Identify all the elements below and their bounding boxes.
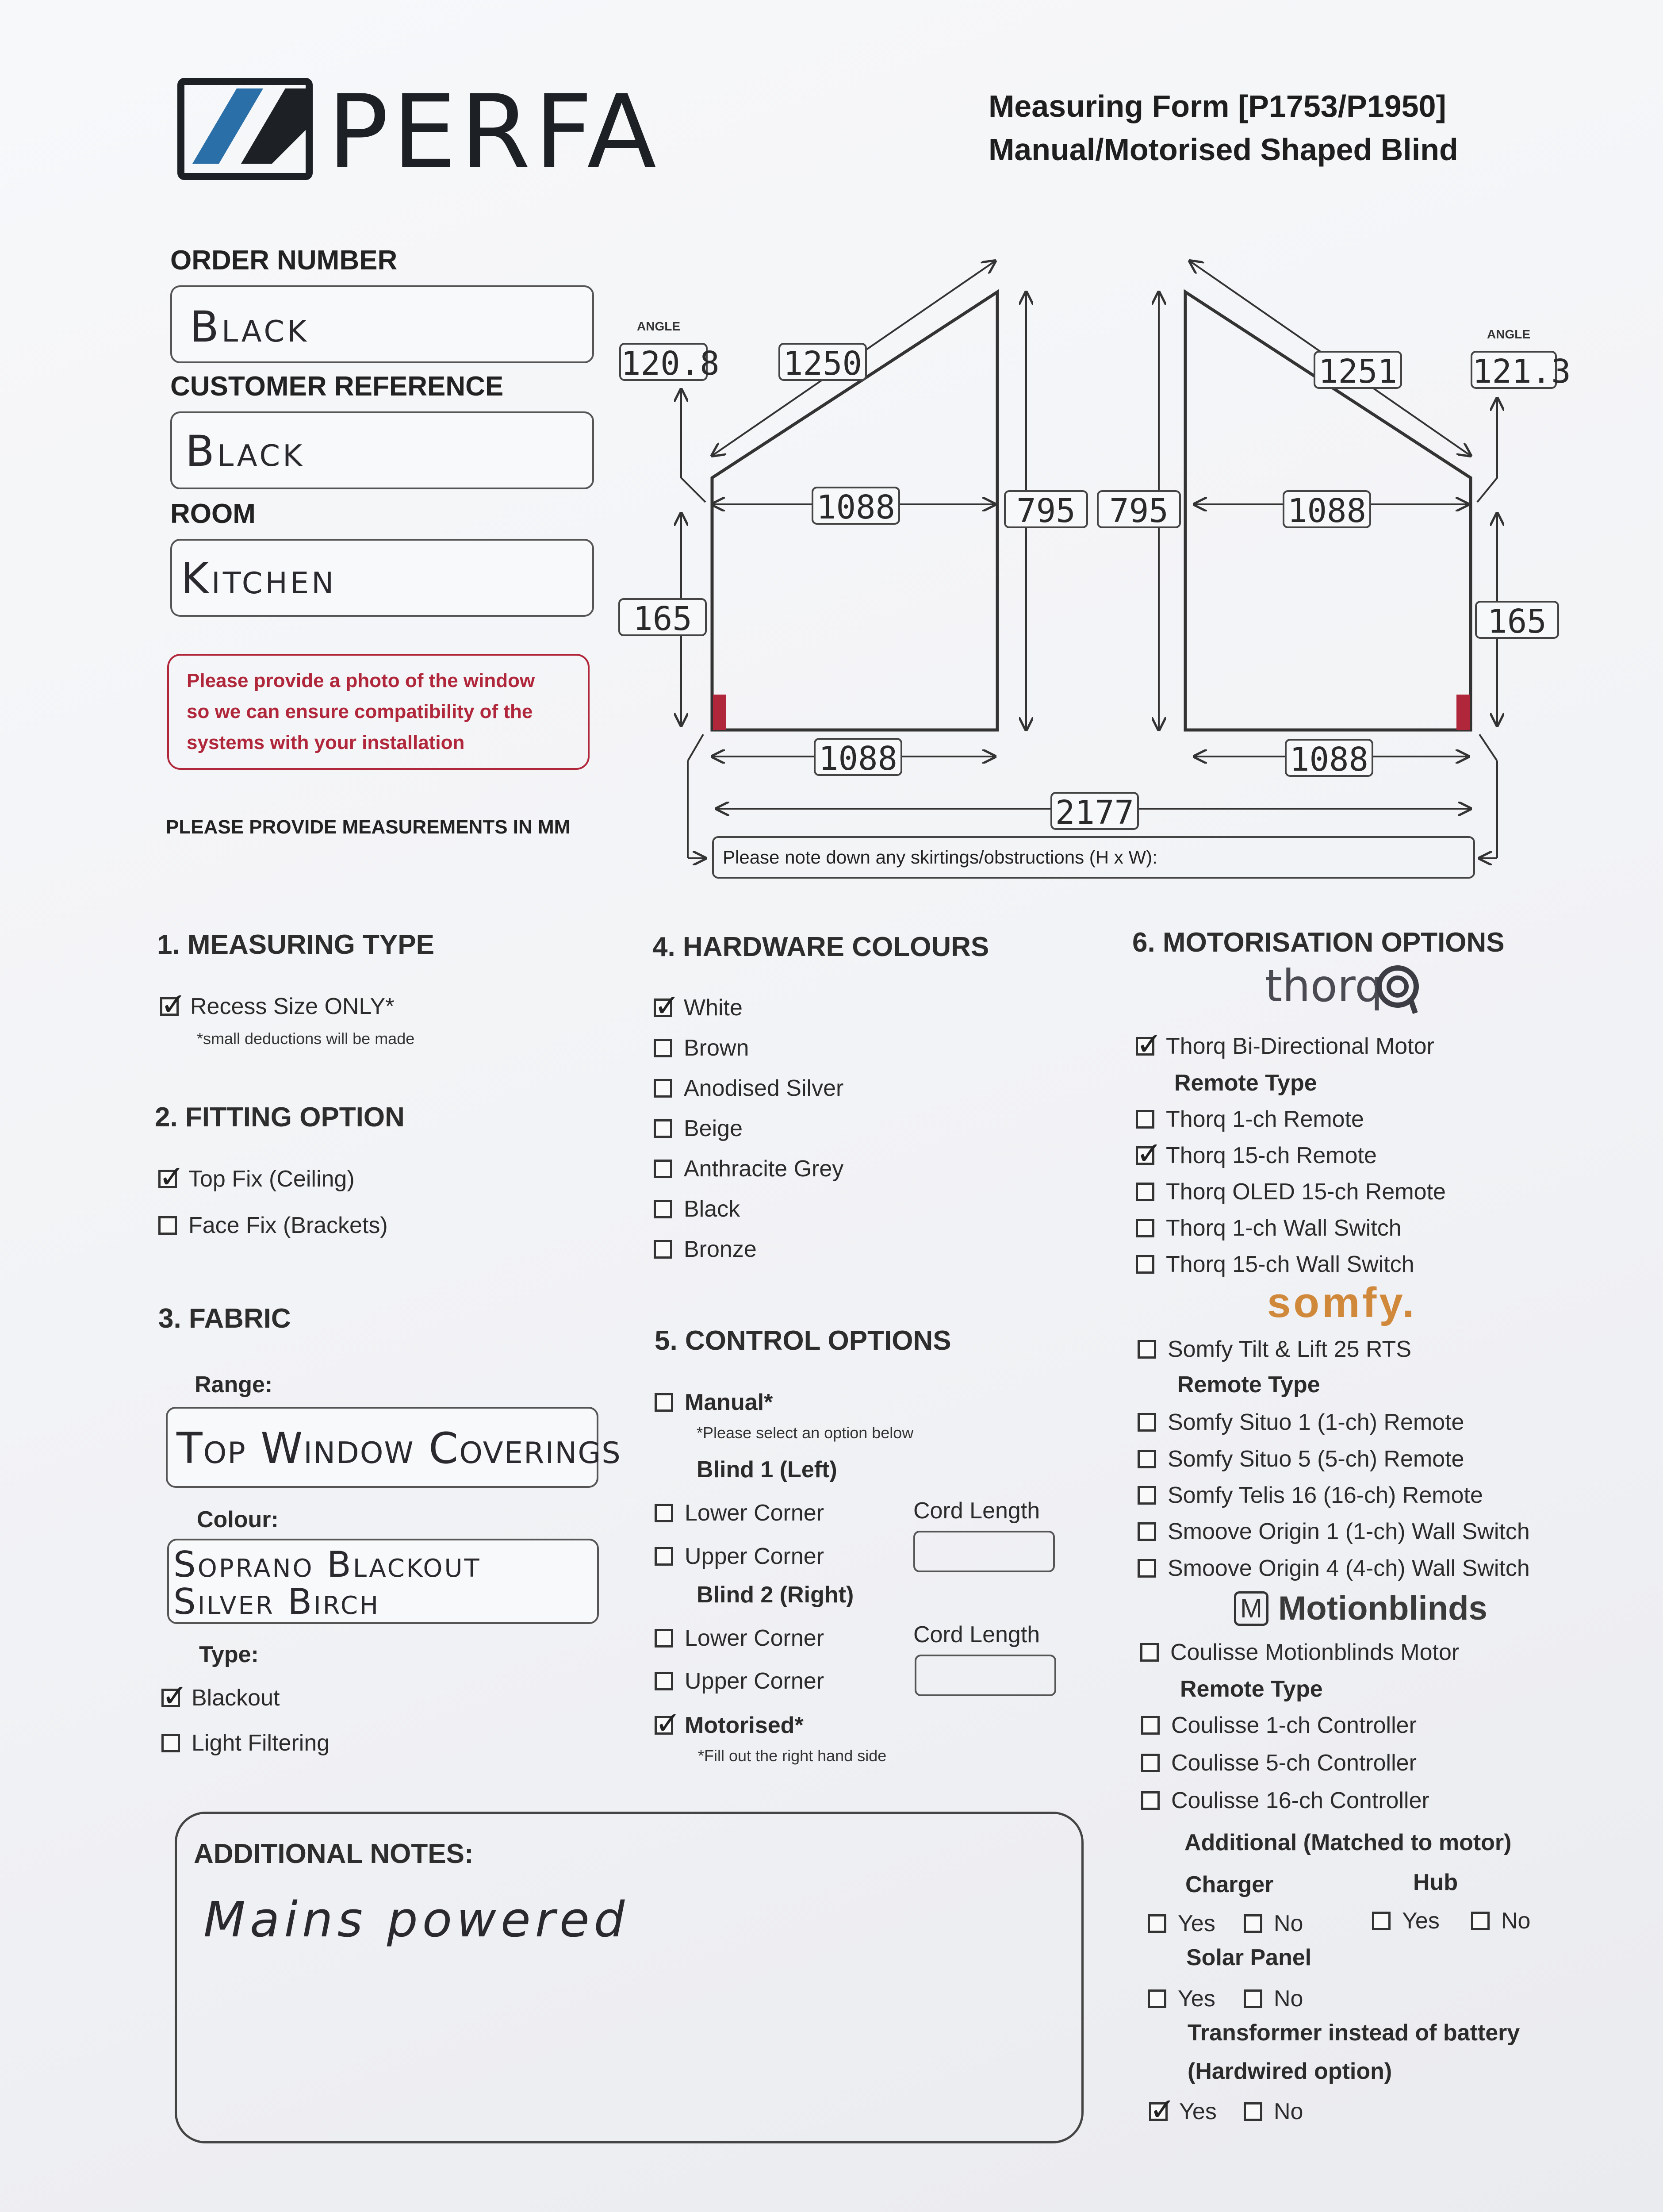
right-height-value: 795 (1097, 490, 1181, 528)
right-side-height-value: 165 (1475, 601, 1559, 639)
hub-yes-option[interactable] (1372, 1908, 1440, 1934)
hub-label: Hub (1413, 1870, 1458, 1895)
motorised-note: *Fill out the right hand side (698, 1747, 887, 1765)
blind-1-upper-corner[interactable] (655, 1543, 824, 1570)
somfy-motor-option[interactable] (1138, 1336, 1411, 1363)
fabric-type-light-filtering[interactable] (161, 1730, 330, 1756)
range-label: Range: (195, 1372, 273, 1398)
face-fix-label: Face Fix (Brackets) (188, 1213, 388, 1238)
blackout-label: Blackout (192, 1685, 280, 1711)
hardware-option-bronze[interactable] (654, 1236, 757, 1263)
thorq-wall-switch-15ch-checkbox[interactable] (1136, 1255, 1154, 1274)
blind-2-lower-corner[interactable] (655, 1625, 824, 1651)
coulisse-motor-option[interactable] (1140, 1639, 1459, 1666)
right-diagonal-value: 1251 (1314, 351, 1402, 389)
left-corner-marker (713, 695, 726, 730)
right-top-width-value: 1088 (1283, 490, 1371, 528)
form-subtitle: Manual/Motorised Shaped Blind (989, 132, 1458, 167)
hardware-option-beige[interactable] (654, 1115, 743, 1142)
left-side-height-value: 165 (618, 598, 707, 636)
additional-matched-label: Additional (Matched to motor) (1184, 1830, 1512, 1855)
manual-option[interactable] (655, 1389, 773, 1416)
motorised-option[interactable] (655, 1712, 804, 1739)
right-angle-caption: ANGLE (1487, 327, 1530, 341)
somfy-situo-1[interactable] (1138, 1409, 1464, 1436)
charger-yes-checkbox[interactable] (1148, 1914, 1166, 1933)
left-diagonal-value: 1250 (778, 343, 867, 381)
black-label: Black (684, 1196, 740, 1222)
range-value: Top Window Coverings (176, 1424, 621, 1473)
fitting-option-face-fix[interactable] (158, 1212, 388, 1239)
hardware-option-anodised-silver[interactable] (654, 1075, 843, 1102)
photo-notice-line-1: Please provide a photo of the window (187, 670, 535, 691)
customer-reference-label: CUSTOMER REFERENCE (170, 371, 504, 402)
type-label: Type: (199, 1642, 259, 1667)
thorq-oled-remote-checkbox[interactable] (1136, 1183, 1154, 1201)
somfy-situo-5[interactable] (1138, 1446, 1464, 1472)
hub-yes-label: Yes (1402, 1908, 1440, 1934)
blind-1-cord-length-label: Cord Length (913, 1498, 1040, 1524)
charger-no-label: No (1274, 1911, 1303, 1936)
colour-value-line-1: Soprano Blackout (173, 1544, 481, 1585)
hub-no-checkbox[interactable] (1471, 1912, 1490, 1930)
white-label: White (684, 995, 743, 1021)
blind-2-upper-corner-label: Upper Corner (685, 1668, 824, 1694)
solar-yes-option[interactable] (1148, 1985, 1215, 2012)
somfy-situo-5-label: Somfy Situo 5 (5-ch) Remote (1168, 1446, 1464, 1472)
colour-field[interactable] (167, 1539, 599, 1624)
manual-checkbox[interactable] (655, 1393, 673, 1412)
recess-size-checkbox[interactable] (160, 997, 179, 1016)
thorq-wall-switch-15ch-label: Thorq 15-ch Wall Switch (1166, 1252, 1414, 1277)
thorq-wall-switch-1ch-label: Thorq 1-ch Wall Switch (1166, 1215, 1402, 1241)
somfy-telis-16[interactable] (1138, 1482, 1483, 1509)
somfy-telis-16-label: Somfy Telis 16 (16-ch) Remote (1168, 1482, 1483, 1508)
colour-value-line-2: Silver Birch (173, 1581, 380, 1622)
somfy-telis-16-checkbox[interactable] (1138, 1486, 1156, 1505)
coulisse-motor-checkbox[interactable] (1140, 1643, 1159, 1662)
perfa-logo-mark (175, 75, 321, 186)
blind-2-lower-corner-label: Lower Corner (685, 1625, 824, 1651)
transformer-no-checkbox[interactable] (1244, 2102, 1262, 2121)
mm-notice: PLEASE PROVIDE MEASUREMENTS IN MM (166, 816, 571, 838)
order-number-field[interactable] (170, 285, 594, 363)
thorq-remote-15ch-checkbox[interactable] (1136, 1146, 1154, 1165)
smoove-origin-1[interactable] (1138, 1518, 1530, 1545)
transformer-yes-option[interactable] (1149, 2098, 1217, 2125)
light-filtering-checkbox[interactable] (161, 1734, 180, 1752)
hub-no-option[interactable] (1471, 1908, 1530, 1934)
right-corner-marker (1456, 695, 1470, 730)
somfy-logo-text: somfy. (1267, 1279, 1417, 1326)
hub-no-label: No (1501, 1908, 1531, 1934)
left-top-width-value: 1088 (812, 487, 900, 525)
control-options-title: 5. CONTROL OPTIONS (655, 1325, 951, 1356)
customer-reference-field[interactable] (170, 411, 594, 489)
fabric-title: 3. FABRIC (158, 1303, 291, 1334)
thorq-motor-checkbox[interactable] (1136, 1037, 1154, 1056)
colour-label: Colour: (197, 1507, 279, 1532)
hardware-colours-title: 4. HARDWARE COLOURS (652, 932, 989, 962)
blackout-checkbox[interactable] (161, 1689, 180, 1707)
form-title: Measuring Form [P1753/P1950] (989, 89, 1446, 123)
additional-notes-value: Mains powered (203, 1891, 629, 1948)
thorq-motor-option[interactable] (1136, 1033, 1434, 1060)
blind-2-upper-corner[interactable] (655, 1668, 824, 1694)
blind-1-lower-corner-label: Lower Corner (685, 1500, 824, 1526)
coulisse-1ch-checkbox[interactable] (1141, 1716, 1160, 1735)
thorq-motor-label: Thorq Bi-Directional Motor (1166, 1033, 1434, 1059)
thorq-remote-15ch[interactable] (1136, 1142, 1377, 1169)
beige-label: Beige (684, 1116, 743, 1141)
hub-yes-checkbox[interactable] (1372, 1912, 1391, 1930)
hardware-option-brown[interactable] (654, 1035, 749, 1061)
room-value: Kitchen (181, 554, 337, 603)
transformer-yes-label: Yes (1179, 2099, 1217, 2124)
blind-1-upper-corner-checkbox[interactable] (655, 1547, 673, 1566)
charger-yes-option[interactable] (1148, 1910, 1215, 1937)
photo-notice-line-3: systems with your installation (187, 732, 465, 753)
coulisse-16ch-checkbox[interactable] (1141, 1791, 1160, 1810)
solar-yes-label: Yes (1178, 1986, 1215, 2012)
left-height-value: 795 (1004, 490, 1088, 528)
fitting-option-top-fix[interactable] (158, 1166, 355, 1192)
blind-2-label: Blind 2 (Right) (697, 1582, 854, 1608)
coulisse-5ch-checkbox[interactable] (1141, 1754, 1160, 1772)
thorq-oled-remote-label: Thorq OLED 15-ch Remote (1166, 1179, 1446, 1205)
light-filtering-label: Light Filtering (192, 1730, 330, 1756)
solar-no-option[interactable] (1244, 1985, 1303, 2012)
blind-1-cord-length-input[interactable] (913, 1531, 1055, 1572)
coulisse-16ch[interactable] (1141, 1787, 1429, 1814)
anodised-silver-checkbox[interactable] (654, 1079, 672, 1098)
hardware-option-anthracite-grey[interactable] (654, 1156, 843, 1182)
black-checkbox[interactable] (654, 1200, 672, 1218)
coulisse-remote-type-label: Remote Type (1180, 1676, 1323, 1702)
charger-label: Charger (1185, 1872, 1274, 1897)
thorq-wall-switch-1ch-checkbox[interactable] (1136, 1219, 1154, 1237)
additional-notes-title: ADDITIONAL NOTES: (194, 1839, 474, 1869)
smoove-origin-1-label: Smoove Origin 1 (1-ch) Wall Switch (1168, 1519, 1530, 1544)
thorq-logo-icon (1376, 964, 1422, 1015)
motionblinds-logo-icon: M (1234, 1591, 1268, 1626)
smoove-origin-4[interactable] (1138, 1555, 1530, 1582)
left-bottom-width-value: 1088 (814, 738, 902, 776)
transformer-no-label: No (1274, 2099, 1303, 2124)
blind-1-lower-corner-checkbox[interactable] (655, 1504, 673, 1522)
left-angle-caption: ANGLE (637, 319, 680, 333)
transformer-no-option[interactable] (1244, 2098, 1303, 2125)
bronze-label: Bronze (684, 1237, 757, 1262)
fitting-option-title: 2. FITTING OPTION (155, 1102, 405, 1133)
thorq-oled-remote[interactable] (1136, 1179, 1446, 1205)
blind-1-lower-corner[interactable] (655, 1500, 824, 1526)
order-number-value: Black (190, 302, 310, 352)
somfy-situo-1-checkbox[interactable] (1138, 1413, 1156, 1432)
anthracite-grey-label: Anthracite Grey (684, 1156, 844, 1182)
thorq-remote-1ch[interactable] (1136, 1106, 1364, 1133)
recess-size-label: Recess Size ONLY* (190, 994, 395, 1019)
blind-2-upper-corner-checkbox[interactable] (655, 1672, 673, 1690)
blind-1-upper-corner-label: Upper Corner (685, 1544, 824, 1569)
thorq-remote-1ch-label: Thorq 1-ch Remote (1166, 1106, 1364, 1132)
brown-checkbox[interactable] (654, 1039, 672, 1057)
hardware-option-white[interactable] (654, 995, 743, 1021)
manual-label: Manual* (685, 1390, 773, 1415)
anthracite-grey-checkbox[interactable] (654, 1160, 672, 1178)
coulisse-5ch[interactable] (1141, 1750, 1417, 1776)
smoove-origin-1-checkbox[interactable] (1138, 1522, 1156, 1541)
motorisation-options-title: 6. MOTORISATION OPTIONS (1132, 927, 1505, 958)
blind-2-cord-length-label: Cord Length (913, 1622, 1040, 1647)
coulisse-5ch-label: Coulisse 5-ch Controller (1171, 1750, 1417, 1776)
somfy-motor-label: Somfy Tilt & Lift 25 RTS (1168, 1336, 1412, 1362)
hardwired-option-label: (Hardwired option) (1188, 2058, 1392, 2084)
additional-notes-field[interactable] (175, 1812, 1084, 2143)
range-field[interactable] (166, 1407, 621, 1488)
manual-note: *Please select an option below (697, 1424, 914, 1442)
somfy-situo-5-checkbox[interactable] (1138, 1450, 1156, 1468)
charger-yes-label: Yes (1178, 1911, 1215, 1936)
white-checkbox[interactable] (654, 998, 672, 1017)
charger-no-checkbox[interactable] (1244, 1914, 1262, 1933)
thorq-remote-1ch-checkbox[interactable] (1136, 1110, 1154, 1129)
recess-size-note: *small deductions will be made (197, 1029, 415, 1048)
solar-no-label: No (1274, 1986, 1303, 2012)
charger-no-option[interactable] (1244, 1910, 1303, 1937)
thorq-wall-switch-15ch[interactable] (1136, 1251, 1414, 1278)
recess-size-option[interactable] (160, 993, 394, 1020)
fabric-type-blackout[interactable] (161, 1685, 280, 1711)
blind-1-label: Blind 1 (Left) (697, 1457, 837, 1482)
somfy-motor-checkbox[interactable] (1138, 1340, 1156, 1359)
coulisse-motor-label: Coulisse Motionblinds Motor (1170, 1640, 1460, 1665)
right-angle-value: 121.3 (1471, 351, 1557, 389)
customer-reference-value: Black (185, 426, 305, 476)
beige-checkbox[interactable] (654, 1119, 672, 1138)
right-bottom-width-value: 1088 (1285, 739, 1373, 777)
solar-yes-checkbox[interactable] (1148, 1989, 1166, 2008)
brown-label: Brown (684, 1035, 749, 1061)
somfy-situo-1-label: Somfy Situo 1 (1-ch) Remote (1168, 1409, 1464, 1435)
blind-2-lower-corner-checkbox[interactable] (655, 1629, 673, 1647)
blind-2-cord-length-input[interactable] (915, 1655, 1056, 1696)
thorq-logo-text: thorq (1265, 960, 1383, 1012)
coulisse-1ch-label: Coulisse 1-ch Controller (1171, 1713, 1417, 1738)
top-fix-checkbox[interactable] (158, 1170, 177, 1188)
smoove-origin-4-label: Smoove Origin 4 (4-ch) Wall Switch (1168, 1555, 1530, 1581)
smoove-origin-4-checkbox[interactable] (1138, 1559, 1156, 1578)
solar-panel-label: Solar Panel (1186, 1945, 1312, 1970)
thorq-wall-switch-1ch[interactable] (1136, 1215, 1402, 1241)
photo-notice (167, 654, 590, 770)
motionblinds-logo-text: Motionblinds (1278, 1590, 1487, 1627)
somfy-remote-type-label: Remote Type (1177, 1372, 1320, 1398)
skirting-note-field[interactable]: Please note down any skirtings/obstructions (H x W): (712, 836, 1475, 879)
coulisse-1ch[interactable] (1141, 1712, 1417, 1739)
room-label: ROOM (170, 499, 256, 529)
left-angle-value: 120.8 (619, 343, 708, 381)
total-width-value: 2177 (1050, 792, 1139, 830)
transformer-yes-checkbox[interactable] (1149, 2102, 1168, 2121)
brand-name: PERFA (327, 73, 660, 192)
motorised-checkbox[interactable] (655, 1716, 673, 1735)
thorq-remote-type-label: Remote Type (1174, 1070, 1317, 1096)
transformer-label: Transformer instead of battery (1188, 2020, 1520, 2046)
hardware-option-black[interactable] (654, 1196, 740, 1222)
top-fix-label: Top Fix (Ceiling) (188, 1166, 355, 1192)
bronze-checkbox[interactable] (654, 1240, 672, 1259)
room-field[interactable] (170, 539, 594, 617)
solar-no-checkbox[interactable] (1244, 1989, 1262, 2008)
order-number-label: ORDER NUMBER (170, 245, 398, 276)
measuring-type-title: 1. MEASURING TYPE (157, 929, 434, 960)
photo-notice-line-2: so we can ensure compatibility of the (187, 701, 533, 722)
motorised-label: Motorised* (685, 1713, 804, 1738)
anodised-silver-label: Anodised Silver (684, 1075, 844, 1101)
coulisse-16ch-label: Coulisse 16-ch Controller (1171, 1788, 1429, 1813)
face-fix-checkbox[interactable] (158, 1216, 177, 1235)
thorq-remote-15ch-label: Thorq 15-ch Remote (1166, 1143, 1377, 1168)
